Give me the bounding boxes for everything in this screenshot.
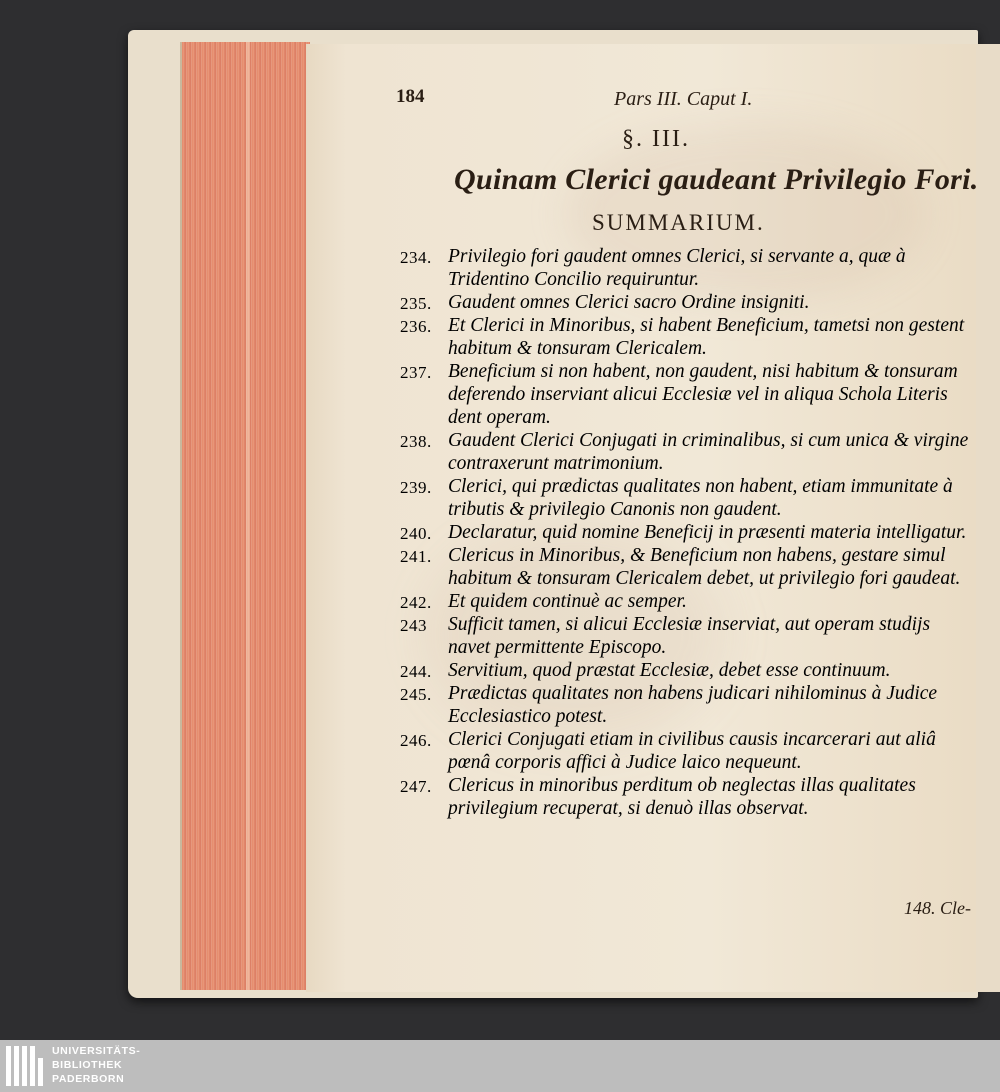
entry-number: 238. — [400, 432, 432, 451]
summary-entry — [400, 291, 972, 314]
entry-text: Gaudent omnes Clerici sacro Ordine insigniti. — [448, 292, 810, 313]
summary-title: SUMMARIUM. — [592, 210, 765, 235]
section-mark: §. III. — [622, 126, 690, 152]
entry-number: 247. — [400, 777, 432, 796]
entry-text: Prædictas qualitates non habens judicari nihilominus à Judice Ecclesiastico potest. — [448, 683, 938, 727]
logo-line: UNIVERSITÄTS- — [52, 1045, 141, 1057]
entry-text: Servitium, quod præstat Ecclesiæ, debet esse continuum. — [448, 660, 891, 681]
entry-number: 234. — [400, 248, 432, 267]
summary-entry — [400, 774, 972, 820]
entry-number: 236. — [400, 317, 432, 336]
summary-entry — [400, 659, 972, 682]
summary-entry — [400, 728, 972, 774]
entry-text: Declaratur, quid nomine Beneficij in præsenti materia intelligatur. — [448, 522, 967, 543]
logo-line: BIBLIOTHEK — [52, 1059, 123, 1071]
summary-entry — [400, 475, 972, 521]
entry-text: Sufficit tamen, si alicui Ecclesiæ inserviat, aut operam studijs navet permittente Episcopo. — [448, 614, 931, 658]
entry-text: Clericus in Minoribus, & Beneficium non habens, gestare simul habitum & tonsuram Clericalem debet, ut privilegio fori gaudeat. — [448, 545, 961, 589]
summary-entry — [400, 429, 972, 475]
summary-entry — [400, 590, 972, 613]
logo-line: PADERBORN — [52, 1073, 125, 1085]
entry-text: Et Clerici in Minoribus, si habent Beneficium, tametsi non gestent habitum & tonsuram Clericalem. — [448, 315, 965, 359]
entry-text: Beneficium si non habent, non gaudent, nisi habitum & tonsuram deferendo inserviant alicui Ecclesiæ vel in aliqua Schola Literis dent operam. — [448, 361, 958, 428]
entry-number: 242. — [400, 593, 432, 612]
summary-list — [400, 245, 972, 820]
library-logo-text — [52, 1044, 140, 1086]
entry-text: Clerici Conjugati etiam in civilibus causis incarcerari aut aliâ pœnâ corporis affici à Judice laico nequeunt. — [448, 729, 936, 773]
summary-entry — [400, 314, 972, 360]
library-logo-icon — [6, 1046, 46, 1086]
entry-number: 246. — [400, 731, 432, 750]
entry-number: 243 — [400, 616, 427, 635]
entry-number: 244. — [400, 662, 432, 681]
running-head: Pars III. Caput I. — [614, 88, 753, 110]
summary-entry — [400, 682, 972, 728]
summary-entry — [400, 544, 972, 590]
summary-entry — [400, 245, 972, 291]
footer-bar — [0, 1040, 1000, 1092]
entry-text: Gaudent Clerici Conjugati in criminalibus, si cum unica & virgine contraxerunt matrimonium. — [448, 430, 969, 474]
entry-number: 239. — [400, 478, 432, 497]
section-heading: Quinam Clerici gaudeant Privilegio Fori. — [454, 163, 979, 196]
summary-entry — [400, 360, 972, 429]
page-edges — [180, 42, 310, 990]
entry-number: 241. — [400, 547, 432, 566]
entry-number: 235. — [400, 294, 432, 313]
facing-page-edge — [976, 44, 1000, 992]
entry-text: Et quidem continuè ac semper. — [448, 591, 687, 612]
entry-text: Privilegio fori gaudent omnes Clerici, si servante a, quæ à Tridentino Concilio requiruntur. — [448, 246, 906, 290]
summary-entry — [400, 521, 972, 544]
entry-number: 240. — [400, 524, 432, 543]
entry-number: 237. — [400, 363, 432, 382]
entry-text: Clericus in minoribus perditum ob neglectas illas qualitates privilegium recuperat, si denuò illas observat. — [448, 775, 916, 819]
summary-entry — [400, 613, 972, 659]
page-number: 184 — [396, 86, 425, 107]
entry-number: 245. — [400, 685, 432, 704]
entry-text: Clerici, qui prædictas qualitates non habent, etiam immunitate à tributis & privilegio Canonis non gaudent. — [448, 476, 953, 520]
catchword: 148. Cle- — [904, 898, 971, 918]
